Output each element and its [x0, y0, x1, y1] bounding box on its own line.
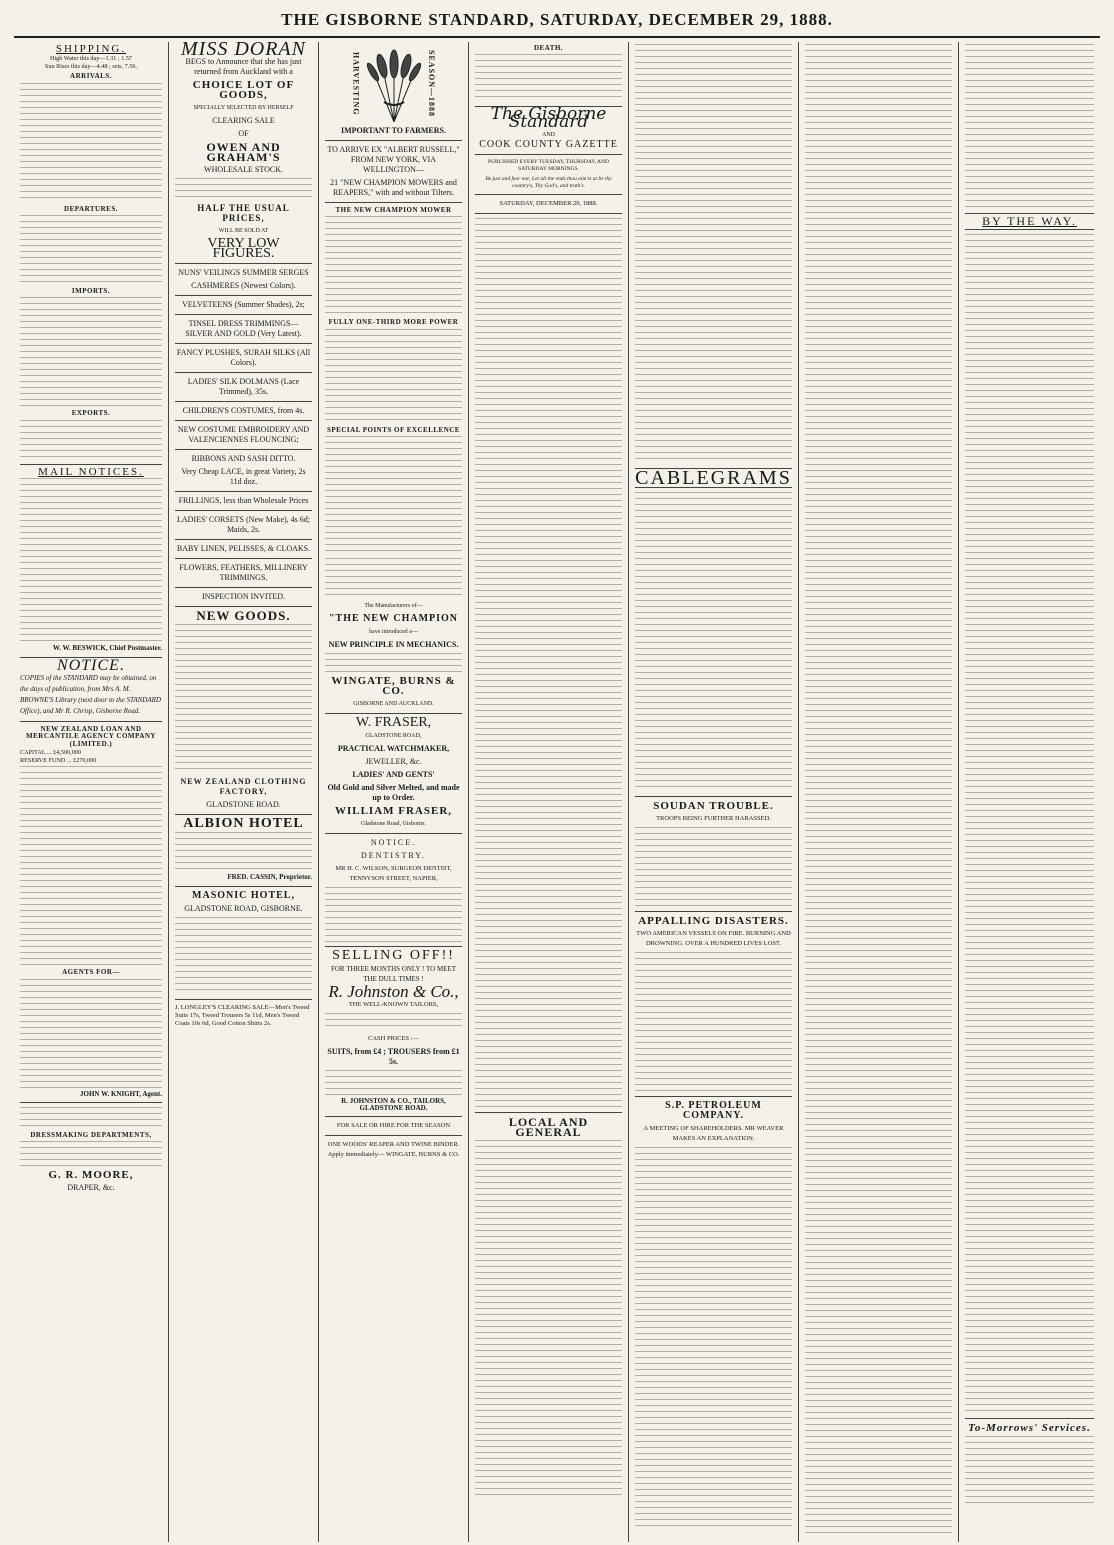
doran-text: BEGS to Announce that she has just returned from Auckland with a [185, 57, 302, 77]
column-1 [14, 42, 169, 1542]
new-champion-mower: THE NEW CHAMPION MOWER [335, 206, 452, 214]
dentist-details [325, 887, 462, 942]
choice-lot: CHOICE LOT OF GOODS, [192, 79, 295, 102]
baby-linen: BABY LINEN, PELISSES, & CLOAKS. [176, 544, 311, 554]
column-3 [319, 42, 469, 1542]
lace: Very Cheap LACE, in great Variety, 2s 11d doz. [181, 467, 306, 487]
appalling-sub: TWO AMERICAN VESSELS ON FIRE. BURNING AND DROWNING. OVER A HUNDRED LIVES LOST. [636, 930, 791, 947]
departures-text [20, 215, 162, 285]
albion-hotel: ALBION HOTEL [183, 816, 304, 832]
sp-petroleum: S.P. PETROLEUM COMPANY. [665, 1100, 762, 1121]
motto: Be just and fear not; Let all the ends thou aim'st at be thy country's, Thy God's, and truth's. [485, 176, 612, 190]
mail-text [20, 478, 162, 643]
old-gold: Old Gold and Silver Melted, and made up to Order. [327, 783, 460, 803]
sold-at: WILL BE SOLD AT [218, 228, 269, 235]
notice-text: COPIES of the STANDARD may be obtained, on the days of publication, from Mrs A. M. BROWNE'S Library (next door to the STANDARD Office), and Mr R. Chrisp, Gisborne Road. [20, 674, 161, 716]
agents-heading: AGENTS FOR— [62, 968, 120, 977]
arrivals-heading: ARRIVALS. [70, 72, 112, 81]
sp-sub: A MEETING OF SHAREHOLDERS. MR WEAVER MAKES AN EXPLANATION. [643, 1125, 784, 1142]
wingate-sub: GISBORNE AND AUCKLAND. [353, 701, 434, 708]
shipping-heading: SHIPPING. [55, 43, 127, 55]
principle-text [325, 653, 462, 673]
cash-prices: CASH PRICES :— [368, 1034, 419, 1042]
wheat-sheaf-icon [364, 46, 424, 122]
leader-article [475, 218, 622, 1108]
by-the-way: BY THE WAY. [982, 214, 1077, 228]
dressmaking-text [20, 1141, 162, 1167]
reaper-text [325, 558, 462, 598]
dentist-text: MR H. C. WILSON, SURGEON DENTIST, TENNYSON STREET, NAPIER, [335, 865, 452, 883]
nz-loan-text [20, 766, 162, 966]
new-principle: NEW PRINCIPLE IN MECHANICS. [328, 640, 459, 650]
half-price: HALF THE USUAL PRICES, [197, 203, 290, 224]
selling-sub: FOR THREE MONTHS ONLY ! TO MEET THE DULL TIMES ! [330, 965, 457, 984]
champion-mowers: 21 "NEW CHAMPION MOWERS and REAPERS," with and without Tilters. [330, 178, 457, 197]
services-text [965, 1436, 1094, 1506]
moore-name: G. R. MOORE, [48, 1169, 134, 1182]
william-fraser: WILLIAM FRASER, [334, 805, 453, 818]
special-text [325, 436, 462, 556]
cablegram-text [635, 492, 792, 792]
agent-signature: JOHN W. KNIGHT, Agent. [80, 1089, 162, 1098]
column-4 [469, 42, 629, 1542]
william-sub: Gladstone Road, Gisborne. [361, 821, 426, 828]
albion-text [175, 832, 312, 872]
doran-heading: MISS DORAN [181, 42, 306, 60]
cashmeres: CASHMERES (Newest Colors). [191, 281, 296, 291]
mail-heading: MAIL NOTICES. [38, 465, 144, 478]
exports-text [20, 420, 162, 460]
dressmaking-intro [20, 1107, 162, 1129]
columns [14, 42, 1100, 1542]
doran-blurb [175, 178, 312, 200]
by-the-way-text [965, 234, 1094, 1414]
johnston-name: R. Johnston & Co., [328, 982, 459, 1002]
nuns-veilings: NUNS' VEILINGS SUMMER SERGES [178, 268, 309, 278]
published: PUBLISHED EVERY TUESDAY, THURSDAY, AND SATURDAY MORNINGS. [488, 159, 609, 173]
nz-clothing-factory: NEW ZEALAND CLOTHING FACTORY, [180, 777, 307, 797]
col5-article [635, 44, 792, 464]
exports-heading: EXPORTS. [71, 409, 111, 418]
death-heading: DEATH. [533, 44, 564, 52]
embroidery: NEW COSTUME EMBROIDERY AND VALENCIENNES FLOUNCING; [177, 425, 310, 445]
suits-prices: SUITS, from £4 ; TROUSERS from £1 5s. [327, 1046, 460, 1066]
masonic-text [175, 917, 312, 995]
cablegrams: CABLEGRAMS [635, 467, 792, 489]
important-farmers: IMPORTANT TO FARMERS. [341, 126, 446, 135]
wingate-burns: WINGATE, BURNS & CO. [331, 675, 456, 698]
tinsel: TINSEL DRESS TRIMMINGS—SILVER AND GOLD (Very Latest). [185, 319, 302, 339]
paper-name: The Gisborne Standard [490, 104, 607, 132]
column-6 [799, 42, 959, 1542]
new-champion-title: "THE NEW CHAMPION [328, 613, 459, 625]
fraser-road: GLADSTONE ROAD, [365, 733, 422, 740]
frillings: FRILLINGS, less than Wholesale Prices [178, 496, 309, 506]
death-notice [475, 54, 622, 102]
fraser-title: W. FRASER, [355, 715, 432, 731]
column-7 [959, 42, 1100, 1542]
johnston-text [325, 1013, 462, 1031]
soudan-text [635, 827, 792, 907]
agents-text [20, 979, 162, 1089]
harvesting-ad [325, 46, 462, 122]
johnston-signature: R. JOHNSTON & CO., TAILORS, GLADSTONE ROAD. [341, 1096, 446, 1113]
corsets: LADIES' CORSETS (New Make), 4s 6d; Maids, 2s. [177, 515, 310, 535]
inspection: INSPECTION INVITED. [201, 592, 286, 602]
harvesting-right: SEASON—1888 [426, 50, 436, 118]
wholesale-line: WHOLESALE STOCK. [204, 165, 283, 175]
moore-trade: DRAPER, &c. [67, 1183, 115, 1193]
harvesting-left: HARVESTING [351, 52, 361, 116]
capital-line: CAPITAL ... £4,500,000 [20, 749, 81, 757]
johnston-note [325, 1070, 462, 1096]
arrive-ex: TO ARRIVE EX "ALBERT RUSSELL," FROM NEW YORK, VIA WELLINGTON— [327, 145, 460, 174]
tide-line: High Water this day—1.31 ; 1.57 [49, 55, 133, 63]
masonic-sub: GLADSTONE ROAD, GISBORNE. [184, 903, 303, 913]
appalling-text [635, 952, 792, 1092]
ribbons: RIBBONS AND SASH DITTO. [191, 454, 296, 464]
very-low-figures: VERY LOW FIGURES. [207, 236, 280, 262]
dentistry: DENTISTRY. [361, 851, 426, 861]
new-goods-text [175, 624, 312, 774]
local-text [475, 1140, 622, 1495]
imports-heading: IMPORTS. [71, 287, 111, 296]
services-heading: To-Morrows' Services. [968, 1422, 1091, 1435]
velveteens: VELVETEENS (Summer Shades), 2s; [182, 300, 305, 310]
johnston-sub: THE WELL-KNOWN TAILORS, [348, 1000, 439, 1008]
arrivals-text [20, 83, 162, 203]
manufacturers: The Manufacturers of— [364, 603, 423, 610]
local-general: LOCAL AND GENERAL [508, 1115, 589, 1140]
introduced: have introduced a— [369, 629, 418, 636]
masthead: THE GISBORNE STANDARD, SATURDAY, DECEMBER 29, 1888. [14, 10, 1100, 38]
new-goods: NEW GOODS. [196, 608, 291, 624]
dressmaking: DRESSMAKING DEPARTMENTS, [30, 1130, 152, 1139]
paper-and: AND [542, 132, 555, 139]
childrens-costumes: CHILDREN'S COSTUMES, from 4s. [182, 406, 305, 416]
column-2 [169, 42, 319, 1542]
gladstone-road: GLADSTONE ROAD. [206, 800, 281, 810]
sp-text [635, 1147, 792, 1527]
sun-line: Sun Rises this day—4.48 ; sets, 7.56. [44, 62, 138, 70]
one-third-power: FULLY ONE-THIRD MORE POWER [328, 318, 459, 327]
soudan-trouble: SOUDAN TROUBLE. [653, 800, 774, 812]
mail-signature: W. W. BESWICK, Chief Postmaster. [52, 644, 162, 653]
twine-binder: ONE WOODS' REAPER AND TWINE BINDER. Apply immediately— WINGATE, BURNS & CO. [327, 1141, 460, 1159]
soudan-sub: TROOPS BEING FURTHER HARASSED. [656, 815, 771, 822]
edition-date: SATURDAY, DECEMBER 29, 1888. [499, 200, 598, 208]
nz-loan-heading: NEW ZEALAND LOAN AND MERCANTILE AGENCY COMPANY (LIMITED.) [26, 725, 156, 748]
reserve-line: RESERVE FUND ... £270,000 [20, 756, 97, 764]
col7-article [965, 44, 1094, 209]
masonic-hotel: MASONIC HOTEL, [192, 889, 295, 901]
notice-heading: NOTICE. [57, 656, 125, 674]
cassin-signature: FRED. CASSIN, Proprietor. [227, 873, 312, 882]
meeting-report [805, 44, 952, 1534]
longley-ad: J. LONGLEY'S CLEARING SALE—Men's Tweed Suits 17s, Tweed Trousers 5s 11d, Men's Tweed Coats 10s 6d, Good Cotton Shirts 2s. [175, 1003, 310, 1027]
watchmaker: PRACTICAL WATCHMAKER, [337, 744, 450, 754]
jeweller: JEWELLER, &c. [365, 757, 422, 767]
gazette: COOK COUNTY GAZETTE [479, 139, 618, 151]
champion-text [325, 216, 462, 316]
selected-line: SPECIALLY SELECTED BY HERSELF [193, 105, 294, 112]
moore-ad [20, 1170, 162, 1193]
special-points: SPECIAL POINTS OF EXCELLENCE [327, 425, 460, 434]
silk-dolmans: LADIES' SILK DOLMANS (Lace Trimmed), 35s. [187, 377, 300, 397]
ladies-gents: LADIES' AND GENTS' [352, 770, 435, 780]
dentistry-notice: NOTICE. [370, 838, 417, 848]
power-text [325, 329, 462, 424]
column-5 [629, 42, 799, 1542]
selling-off: SELLING OFF!! [332, 948, 455, 964]
appalling-disasters: APPALLING DISASTERS. [638, 915, 789, 927]
fancy-plushes: FANCY PLUSHES, SURAH SILKS (All Colors). [176, 348, 311, 368]
imports-text [20, 297, 162, 407]
departures-heading: DEPARTURES. [64, 204, 118, 213]
of-line: OF [238, 129, 249, 139]
clearing-line: CLEARING SALE [212, 116, 275, 126]
for-sale: FOR SALE OR HIRE FOR THE SEASON [336, 1122, 451, 1130]
owen-graham: OWEN AND GRAHAM'S [206, 140, 281, 165]
flowers-feathers: FLOWERS, FEATHERS, MILLINERY TRIMMINGS. [179, 563, 308, 583]
